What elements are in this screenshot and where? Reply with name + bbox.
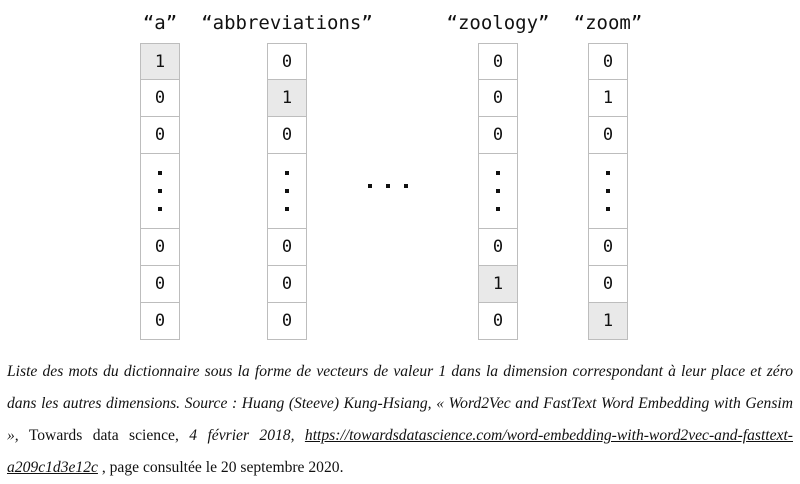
vector-cell: 0 (140, 80, 180, 117)
vertical-ellipsis (267, 154, 307, 229)
vector-cell: 0 (267, 229, 307, 266)
vertical-ellipsis (140, 154, 180, 229)
word-label-zoology: “zoology” (446, 12, 550, 34)
vector-column-zoom (588, 43, 628, 340)
vector-cell: 0 (478, 43, 518, 80)
caption-publication: Towards data science, (18, 427, 190, 444)
vector-cell: 1 (140, 43, 180, 80)
vector-cell: 0 (140, 266, 180, 303)
vector-cell: 0 (478, 117, 518, 154)
vector-cell: 0 (588, 266, 628, 303)
vertical-ellipsis (478, 154, 518, 229)
vector-cell: 1 (267, 80, 307, 117)
vector-cell: 0 (588, 117, 628, 154)
dot (404, 184, 408, 188)
vector-cell: 1 (478, 266, 518, 303)
dot (386, 184, 390, 188)
vector-cell: 0 (267, 117, 307, 154)
vector-cell: 0 (140, 229, 180, 266)
vector-cell: 0 (478, 80, 518, 117)
vector-column-zoology (478, 43, 518, 340)
horizontal-ellipsis (368, 184, 408, 188)
word-label-abbreviations: “abbreviations” (201, 12, 373, 34)
dot (496, 171, 500, 175)
caption-text: Liste des mots du dictionnaire sous la forme de vecteurs de valeur 1 dans la dimension correspondant à leur place et zéro dans les autres dimensions. Source : Huang (Steeve) Kung-Hsiang, « Word2Vec and FastText Word Embedding with Gensim », (7, 363, 793, 444)
caption-source-link[interactable]: https://towardsdatascience.com/word-embedding-with-word2vec-and-fasttext-a209c1d3e12c (7, 427, 793, 476)
dot (285, 207, 289, 211)
vector-cell: 0 (267, 266, 307, 303)
dot (496, 207, 500, 211)
dot (606, 171, 610, 175)
vector-column-abbreviations (267, 43, 307, 340)
vector-column-a (140, 43, 180, 340)
vector-cell: 0 (478, 303, 518, 340)
vector-cell: 0 (588, 43, 628, 80)
dot (368, 184, 372, 188)
vector-cell: 1 (588, 303, 628, 340)
vector-cell: 0 (267, 43, 307, 80)
figure-caption (7, 356, 793, 484)
dot (285, 189, 289, 193)
vector-cell: 0 (140, 303, 180, 340)
dot (496, 189, 500, 193)
dot (606, 207, 610, 211)
caption-consulted: , page consultée le 20 septembre 2020. (97, 459, 344, 476)
dot (285, 171, 289, 175)
dot (158, 207, 162, 211)
dot (606, 189, 610, 193)
caption-date: 4 février 2018, (189, 427, 305, 444)
vector-cell: 1 (588, 80, 628, 117)
word-label-a: “a” (142, 12, 178, 34)
dot (158, 171, 162, 175)
word-label-zoom: “zoom” (573, 12, 643, 34)
vector-cell: 0 (588, 229, 628, 266)
dot (158, 189, 162, 193)
vector-cell: 0 (140, 117, 180, 154)
vertical-ellipsis (588, 154, 628, 229)
vector-cell: 0 (267, 303, 307, 340)
vector-cell: 0 (478, 229, 518, 266)
